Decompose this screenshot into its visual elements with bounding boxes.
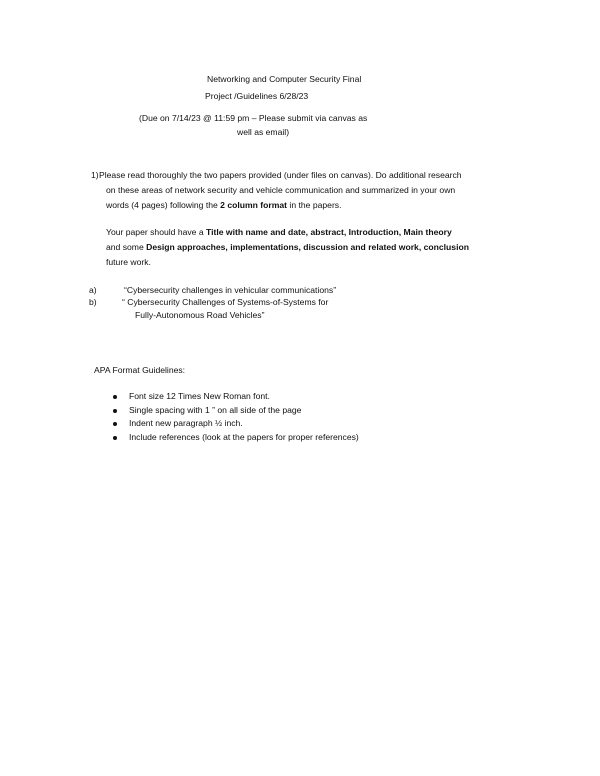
apa-heading: APA Format Guidelines: — [94, 365, 186, 375]
item-number: 1) — [91, 170, 99, 180]
bullet-icon — [113, 395, 117, 399]
reference-b-label: b) — [89, 297, 97, 307]
instructions-line1: Please read thoroughly the two papers provided (under files on canvas). Do additional research — [99, 170, 462, 180]
bullet-icon — [113, 409, 117, 413]
list-item-text: Font size 12 Times New Roman font. — [129, 391, 270, 401]
list-item-text: Indent new paragraph ½ inch. — [129, 418, 243, 429]
list-item-text: Single spacing with 1 ” on all side of the page — [129, 404, 302, 415]
instructions-line3 — [106, 200, 342, 210]
due-date-line2: well as email) — [237, 127, 290, 137]
two-column-format-emphasis: 2 column format — [220, 200, 288, 210]
reference-a-label: a) — [89, 285, 97, 295]
reference-b-title-line1: “ Cybersecurity Challenges of Systems-of-Systems for — [122, 297, 329, 307]
paper-structure-line1-bold: Title with name and date, abstract, Introduction, Main theory — [206, 227, 452, 237]
instructions-line3-pre: words (4 pages) following the — [106, 200, 221, 210]
paper-structure-line1 — [106, 227, 452, 237]
bullet-icon — [113, 436, 117, 440]
instructions-line2: on these areas of network security and vehicle communication and summarized in your own — [106, 185, 456, 195]
reference-a-title: “Cybersecurity challenges in vehicular communications” — [124, 285, 337, 295]
doc-title-line2: Project /Guidelines 6/28/23 — [205, 91, 309, 101]
bullet-icon — [113, 422, 117, 426]
paper-structure-line1-pre: Your paper should have a — [106, 227, 207, 237]
paper-structure-line2-bold: Design approaches, implementations, discussion and related work, conclusion — [146, 242, 469, 252]
due-date-line1: (Due on 7/14/23 @ 11:59 pm – Please submit via canvas as — [139, 113, 368, 123]
paper-structure-line2-pre: and some — [106, 242, 147, 252]
paper-structure-line2 — [106, 242, 469, 252]
paper-structure-line3: future work. — [106, 257, 151, 267]
doc-title-line1: Networking and Computer Security Final — [207, 74, 362, 84]
list-item-text: Include references (look at the papers for proper references) — [129, 431, 359, 442]
instructions-line3-post: in the papers. — [287, 200, 342, 210]
reference-b-title-line2: Fully-Autonomous Road Vehicles” — [135, 310, 265, 320]
